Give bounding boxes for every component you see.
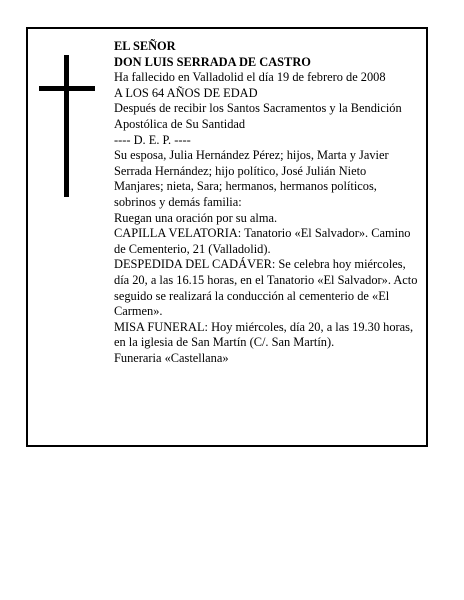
mass-info: MISA FUNERAL: Hoy miércoles, día 20, a las 19.30 horas, en la iglesia de San Martín (C/. San Martín). [114, 319, 414, 350]
prayer-request: Ruegan una oración por su alma. [114, 210, 278, 225]
title-line-1: EL SEÑOR [114, 39, 176, 53]
rip-line: ---- D. E. P. ---- [114, 132, 191, 147]
obituary-text [114, 39, 418, 366]
death-statement: Ha fallecido en Valladolid el día 19 de febrero de 2008 [114, 70, 386, 85]
funeral-home: Funeraria «Castellana» [114, 350, 229, 365]
age-statement: A LOS 64 AÑOS DE EDAD [114, 85, 258, 100]
cross-vertical-bar [64, 55, 69, 197]
sacraments-statement: Después de recibir los Santos Sacramentos y la Bendición Apostólica de Su Santidad [114, 101, 402, 131]
deceased-name: DON LUIS SERRADA DE CASTRO [114, 54, 311, 69]
chapel-info: CAPILLA VELATORIA: Tanatorio «El Salvador». Camino de Cementerio, 21 (Valladolid). [114, 226, 411, 256]
cross-horizontal-bar [39, 86, 95, 91]
family-statement: Su esposa, Julia Hernández Pérez; hijos, Marta y Javier Serrada Hernández; hijo político, José Julián Nieto Manjares; nieta, Sara; hermanos, hermanos políticos, sobrinos y demás familia: [114, 148, 389, 209]
farewell-info: DESPEDIDA DEL CADÁVER: Se celebra hoy miércoles, día 20, a las 16.15 horas, en el Tanatorio «El Salvador». Acto seguido se realizará la conducción al cementerio de «El Carmen». [114, 257, 418, 319]
